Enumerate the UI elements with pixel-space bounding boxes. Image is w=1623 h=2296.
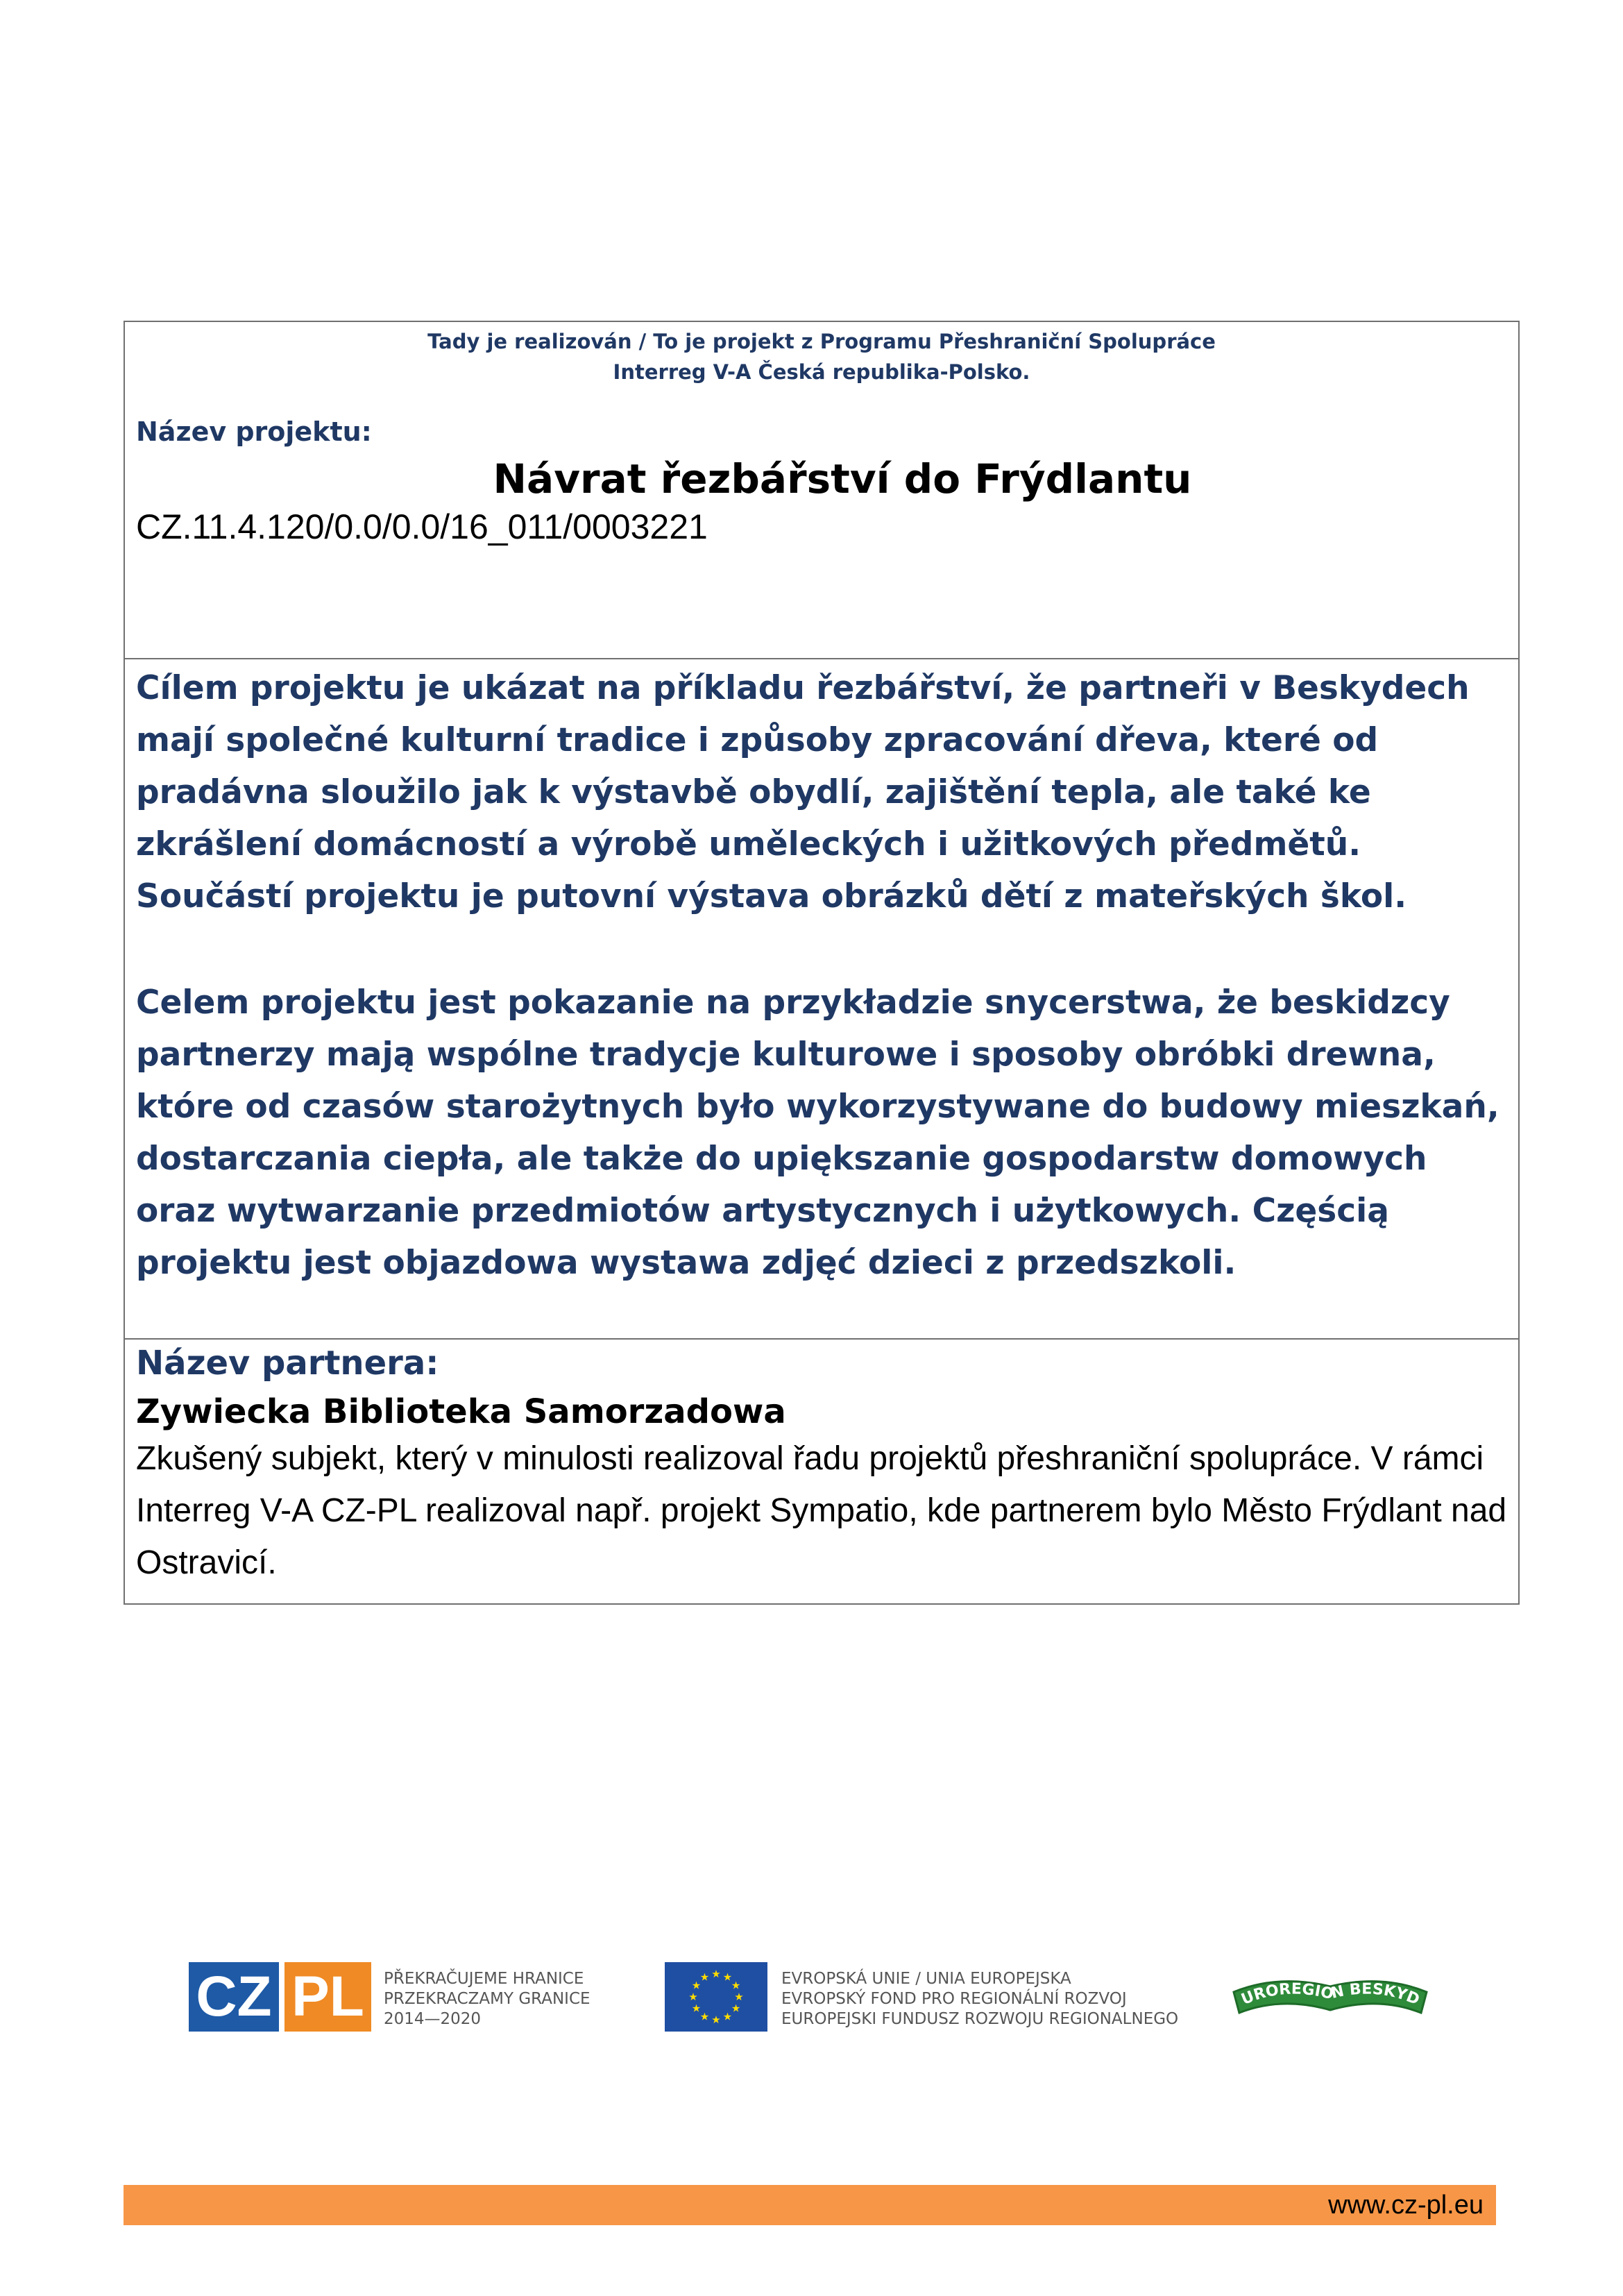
partner-section [125, 1344, 1518, 1603]
programme-line-1: Tady je realizován / To je projekt z Programu Přeshraniční Spolupráce [427, 330, 1216, 353]
eu-logo-line-1: EVROPSKÁ UNIE / UNIA EUROPEJSKA [781, 1970, 1071, 1988]
programme-line-2: Interreg V-A Česká republika-Polsko. [613, 360, 1030, 384]
project-title: Návrat řezbářství do Frýdlantu [493, 455, 1192, 503]
czpl-logo-line-2: PRZEKRACZAMY GRANICE [384, 1990, 590, 2008]
eu-star-icon: ★ [711, 2014, 721, 2026]
programme-statement [125, 322, 1518, 387]
czpl-logo-pl: PL [284, 1962, 371, 2032]
footer-url[interactable]: www.cz-pl.eu [1328, 2191, 1484, 2220]
footer-bar [124, 2185, 1496, 2225]
project-goal-polish: Celem projektu jest pokazanie na przykładzie snycerstwa, że beskidzcy partnerzy mają wspólne tradycje kulturowe i sposoby obróbki drewna, które od czasów starożytnych było wykorzystywane do budowy mieszkań, dostarczania ciepła, ale także do upiększanie gospodarstw domowych oraz wytwarzanie przedmiotów artystycznych i użytkowych. Częścią projektu jest objazdowa wystawa zdjęć dzieci z przedszkoli. [136, 984, 1499, 1282]
czpl-logo-line-3: 2014—2020 [384, 2010, 482, 2028]
partner-description: Zkušený subjekt, který v minulosti realizoval řadu projektů přeshraniční spolupráce. V rámci Interreg V-A CZ-PL realizoval např. projekt Sympatio, kde partnerem bylo Město Frýdlant nad Ostravicí. [136, 1440, 1507, 1581]
eu-star-icon: ★ [731, 2002, 741, 2015]
eu-logo-line-2: EVROPSKÝ FOND PRO REGIONÁLNÍ ROZVOJ [781, 1990, 1127, 2008]
czpl-logo-line-1: PŘEKRAČUJEME HRANICE [384, 1970, 584, 1988]
eu-star-icon: ★ [699, 2010, 710, 2023]
eu-star-icon: ★ [722, 1970, 733, 1984]
eu-star-icon: ★ [688, 1991, 698, 2003]
partner-name: Zywiecka Biblioteka Samorzadowa [136, 1392, 786, 1431]
eu-star-icon: ★ [691, 1979, 702, 1992]
eu-star-icon: ★ [699, 1970, 710, 1984]
partner-label: Název partnera: [136, 1344, 439, 1383]
beskydy-logo-text: UROREGION BESKYD [1239, 1980, 1421, 2009]
czpl-logo-cz: CZ [189, 1962, 279, 2032]
eu-flag-icon [665, 1962, 767, 2032]
project-goals-section [125, 659, 1518, 1340]
eu-star-icon: ★ [731, 1979, 741, 1992]
project-header-section [125, 322, 1518, 659]
eu-logo-text [781, 1969, 1178, 2029]
project-goal-czech: Cílem projektu je ukázat na příkladu řezbářství, že partneři v Beskydech mají společné kulturní tradice i způsoby zpracování dřeva, které od pradávna sloužilo jak k výstavbě obydlí, zajištění tepla, ale také ke zkrášlení domácností a výrobě uměleckých i užitkových předmětů. Součástí projektu je putovní výstava obrázků dětí z mateřských škol. [136, 669, 1470, 915]
eu-star-icon: ★ [711, 1968, 721, 1980]
registration-number: CZ.11.4.120/0.0/0.0/16_011/0003221 [136, 507, 708, 546]
euroregion-beskydy-logo [1230, 1971, 1431, 2029]
czpl-logo-text [384, 1969, 620, 2029]
eu-star-icon: ★ [691, 2002, 702, 2015]
project-info-table [124, 321, 1520, 1605]
project-name-label: Název projektu: [136, 416, 372, 447]
eu-star-icon: ★ [722, 2010, 733, 2023]
eu-star-icon: ★ [734, 1991, 744, 2003]
eu-logo-line-3: EUROPEJSKI FUNDUSZ ROZWOJU REGIONALNEGO [781, 2010, 1179, 2028]
